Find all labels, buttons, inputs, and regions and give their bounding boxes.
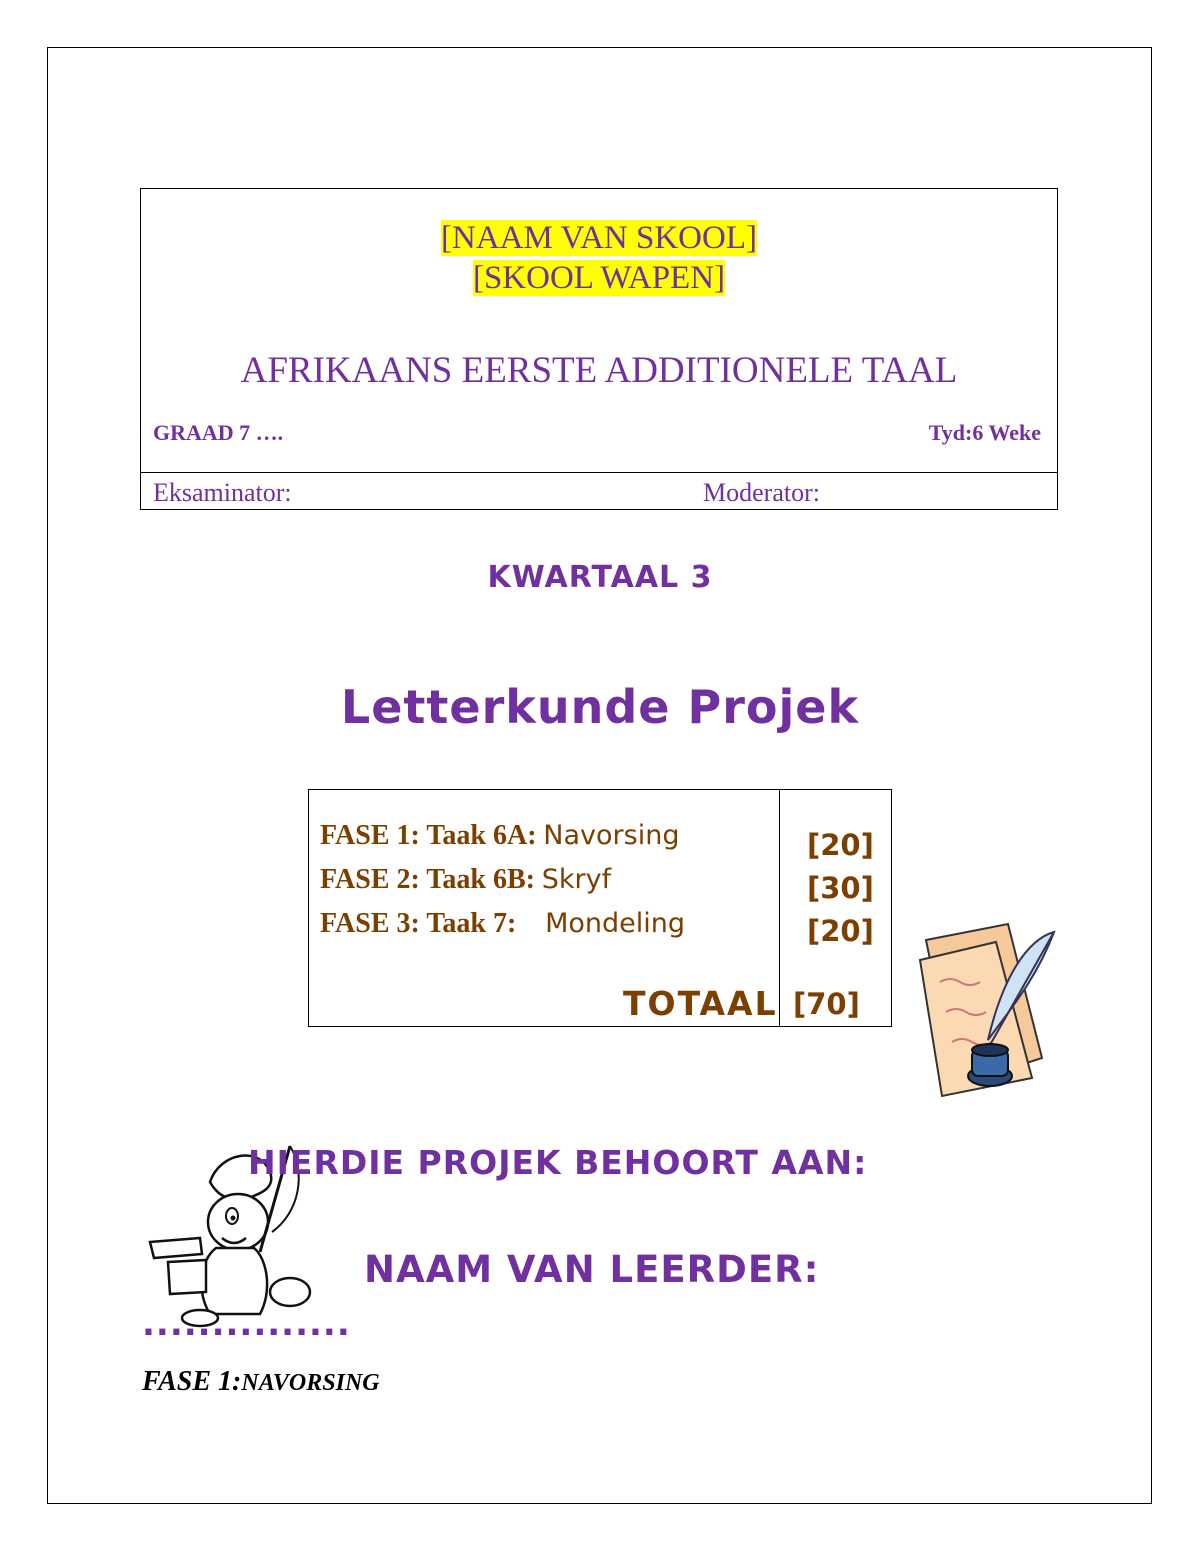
task-marks: [20] bbox=[807, 828, 874, 862]
header-box bbox=[140, 188, 1058, 510]
subject-title: AFRIKAANS EERSTE ADDITIONELE TAAL bbox=[240, 350, 958, 391]
task-row bbox=[320, 820, 679, 860]
quarter-heading: KWARTAAL 3 bbox=[487, 560, 713, 595]
phase-title: NAVORSING bbox=[241, 1370, 380, 1396]
task-label: FASE 3: Taak 7: bbox=[320, 908, 517, 939]
learner-name-line: ............... bbox=[142, 1304, 351, 1344]
task-marks: [30] bbox=[807, 871, 874, 905]
phase-number: FASE 1: bbox=[142, 1366, 242, 1397]
task-marks: [20] bbox=[807, 914, 874, 948]
grade-label: GRAAD 7 …. bbox=[153, 420, 284, 445]
total-marks: [70] bbox=[793, 987, 860, 1021]
task-name: Mondeling bbox=[545, 908, 686, 939]
moderator-label: Moderator: bbox=[703, 478, 820, 507]
task-row bbox=[320, 864, 611, 904]
task-label: FASE 2: Taak 6B: bbox=[320, 864, 535, 895]
task-name: Skryf bbox=[541, 864, 612, 895]
examiner-label: Eksaminator: bbox=[153, 478, 292, 507]
quill-ink-icon bbox=[916, 920, 1062, 1098]
task-label: FASE 1: Taak 6A: bbox=[320, 820, 537, 851]
table-column-divider bbox=[779, 790, 780, 1026]
school-crest-placeholder: [SKOOL WAPEN] bbox=[472, 260, 726, 296]
total-label: TOTAAL bbox=[623, 984, 778, 1023]
task-table bbox=[308, 789, 892, 1027]
task-row bbox=[320, 908, 685, 948]
time-label: Tyd:6 Weke bbox=[928, 420, 1041, 445]
project-title: Letterkunde Projek bbox=[340, 680, 860, 734]
task-name: Navorsing bbox=[543, 820, 680, 851]
school-name-placeholder: [NAAM VAN SKOOL] bbox=[441, 220, 757, 256]
learner-name-label: NAAM VAN LEERDER: bbox=[364, 1248, 820, 1291]
belongs-to-heading: HIERDIE PROJEK BEHOORT AAN: bbox=[248, 1143, 868, 1182]
phase-heading bbox=[142, 1366, 380, 1398]
header-divider bbox=[141, 472, 1057, 473]
